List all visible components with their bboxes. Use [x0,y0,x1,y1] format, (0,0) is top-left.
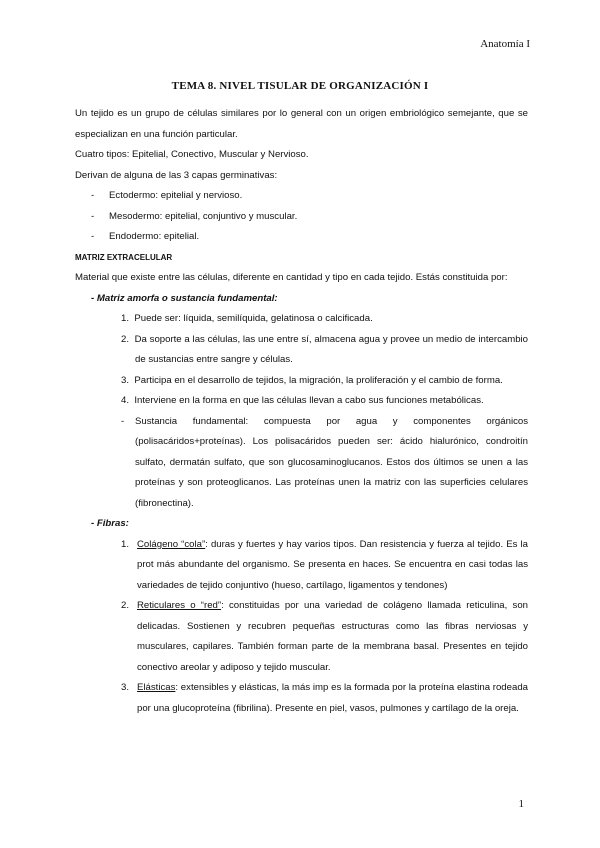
numbered-item: 3. Participa en el desarrollo de tejidos, la migración, la proliferación y el cambio de forma. [121,374,503,386]
page-title: TEMA 8. NIVEL TISULAR DE ORGANIZACIÓN I [171,80,429,92]
sustancia-fundamental-item: - Sustancia fundamental: compuesta por agua y componentes orgánicos (polisacáridos+proteínas). Los polisacáridos pueden ser: ácido hialurónico, condroitín sulfato, dermatán sulfato, que son glucosaminoglucanos. Estos dos últimos se unen a las proteínas y son proteoglicanos. Las proteínas unen la matriz con las superficies celulares (fibronectina). [121,415,528,509]
list-item: - Ectodermo: epitelial y nervioso. [91,190,243,201]
section-heading: MATRIZ EXTRACELULAR [75,252,173,262]
document-body [75,104,528,719]
numbered-item: 4. Interviene en la forma en que las células llevan a cabo sus funciones metabólicas. [121,395,484,406]
page-number: 1 [518,798,524,810]
numbered-item: 2. Da soporte a las células, las une entre sí, almacena agua y provee un medio de intercambio de sustancias entre sangre y células. [121,333,529,365]
intro-paragraph: Un tejido es un grupo de células similares por lo general con un origen embriológico semejante, que se especializan en una función particular. [75,108,528,140]
germ-layers-list [75,186,528,248]
running-header: Anatomía I [480,38,530,50]
fiber-item: 1. Colágeno “cola”: duras y fuertes y hay varios tipos. Dan resistencia y fuerza al tejido. Es la prot más abundante del organismo. Se presenta en haces. Se encuentra en casi todas las variedades de tejido conjuntivo (hueso, cartílago, ligamentos y tendones) [121,538,528,591]
tissue-types: Cuatro tipos: Epitelial, Conectivo, Muscular y Nervioso. [75,149,309,160]
numbered-item: 1. Puede ser: líquida, semilíquida, gelatinosa o calcificada. [121,313,373,324]
fiber-item: 3. Elásticas: extensibles y elásticas, la más imp es la formada por la proteína elastina rodeada por una glucoproteína (fibrilina). Presente en piel, vasos, pulmones y cartílago de la oreja. [121,682,528,714]
subsection-heading-amorfa: - Matriz amorfa o sustancia fundamental: [91,292,278,304]
list-item: - Endodermo: epitelial. [91,231,200,242]
section-description: Material que existe entre las células, diferente en cantidad y tipo en cada tejido. Estás constituida por: [75,272,508,283]
subsection-heading-fibras: - Fibras: [91,518,129,529]
list-item: - Mesodermo: epitelial, conjuntivo y muscular. [91,210,298,222]
germ-layers-intro: Derivan de alguna de las 3 capas germinativas: [75,169,278,181]
fiber-item: 2. Reticulares o “red”: constituidas por una variedad de colágeno llamada reticulina, son delicadas. Sostienen y recubren pequeñas estructuras como las fibras nerviosas y musculares, capilares. También forman parte de la membrana basal. Presentes en tejido conectivo areolar y adiposo y tejido muscular. [121,600,528,673]
